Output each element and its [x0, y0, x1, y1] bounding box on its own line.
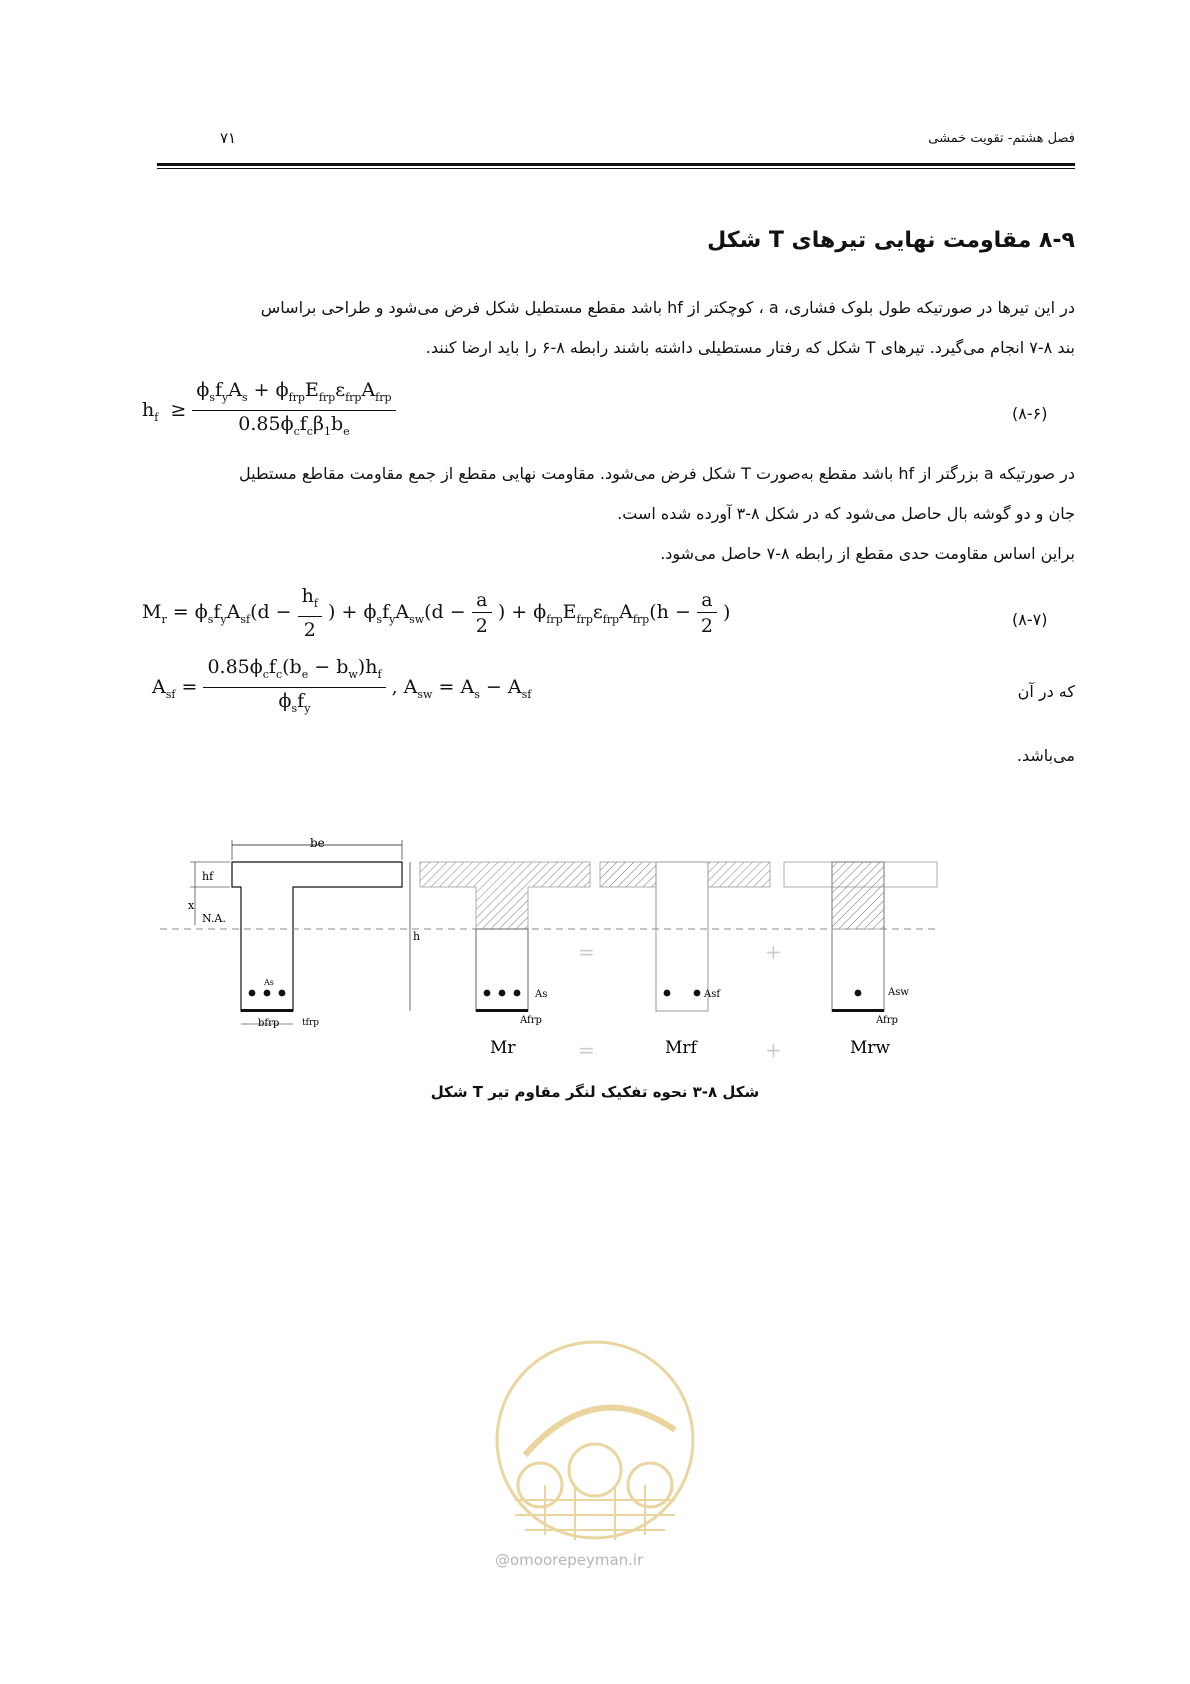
- equals-sign: =: [578, 1038, 595, 1062]
- paragraph-line: در این تیرها در صورتیکه طول بلوک فشاری، a ، کوچکتر از hf باشد مقطع مستطیل شکل فرض می‌شود و طراحی براساس: [260, 298, 1075, 317]
- header-rule: [157, 163, 1075, 166]
- mrf-label: Mrf: [665, 1038, 697, 1058]
- page-number: ۷۱: [220, 129, 237, 147]
- na-label: N.A.: [202, 912, 226, 925]
- afrp-label: Afrp: [520, 1015, 542, 1026]
- paragraph-line: در صورتیکه a بزرگتر از hf باشد مقطع به‌صورت T شکل فرض می‌شود. مقاومت نهایی مقطع از جمع مقاومت مقاطع مستطیل: [238, 464, 1075, 483]
- flange-section: [600, 862, 770, 1011]
- paragraph-line: جان و دو گوشه بال حاصل می‌شود که در شکل ۸-۳ آورده شده است.: [617, 504, 1075, 523]
- be-label: be: [310, 836, 325, 850]
- mr-label: Mr: [490, 1038, 516, 1058]
- afrp-label: Afrp: [876, 1015, 898, 1026]
- as-label: As: [535, 989, 548, 1000]
- paragraph-line: براین اساس مقاومت حدی مقطع از رابطه ۸-۷ حاصل می‌شود.: [660, 544, 1075, 563]
- equation-number: (۸-۷): [1012, 610, 1048, 629]
- asf-label: Asf: [704, 989, 721, 1000]
- x-label: x: [188, 899, 195, 912]
- hf-label: hf: [202, 870, 214, 883]
- t-beam-figure: [160, 835, 1020, 1075]
- tfrp-label: tfrp: [302, 1018, 320, 1028]
- watermark-logo: [485, 1335, 705, 1545]
- h-label: h: [413, 930, 421, 943]
- t-section-compression: [420, 862, 590, 1026]
- equation-asf: $A_{sf}$ = $\frac{0.85\phi_cf_c(b_e - b_w)h_f}{\phi_sf_y}$ , $A_{sw} = A_s - A_{sf}$: [152, 656, 532, 715]
- equation-8-6: $h_f$ ≥ $\frac{\phi_sf_yA_s + \phi_{frp}E_{frp}\varepsilon_{frp}A_{frp}}{0.85\phi_cf_c\beta_1b_e}$: [142, 378, 396, 445]
- watermark-site: @omoorepeyman.ir: [495, 1551, 644, 1569]
- t-section: [188, 836, 420, 1029]
- equals-sign: =: [578, 940, 595, 964]
- paragraph-line: بند ۸-۷ انجام می‌گیرد. تیرهای T شکل که رفتار مستطیلی داشته باشند رابطه ۸-۶ را باید ارضا کنند.: [425, 338, 1075, 357]
- equation-number: (۸-۶): [1012, 404, 1048, 423]
- is-text: می‌باشد.: [1016, 746, 1075, 765]
- asw-label: Asw: [888, 987, 909, 998]
- figure-caption: شکل ۸-۳ نحوه تفکیک لنگر مقاوم تیر T شکل: [430, 1083, 760, 1101]
- section-title: ۸-۹ مقاومت نهایی تیرهای T شکل: [707, 228, 1075, 253]
- chapter-title: فصل هشتم- تقویت خمشی: [928, 131, 1075, 146]
- bfrp-label: bfrp: [258, 1018, 280, 1029]
- equation-8-7: $M_r = \phi_sf_yA_{sf}(d$ − $\frac{h_f}{2}$ ) + $\phi_sf_yA_{sw}(d$ − $\frac{a}{2}$ ) + $\phi_{frp}E_{frp}\varepsilon_{frp}A_{frp}(h$ − $\frac{a}{2}$ ): [142, 585, 731, 641]
- as-label: As: [264, 978, 274, 987]
- plus-sign: +: [765, 1038, 782, 1062]
- where-text: که در آن: [1017, 682, 1075, 701]
- mrw-label: Mrw: [850, 1038, 891, 1058]
- web-section: [784, 862, 937, 1026]
- header-rule-thin: [157, 168, 1075, 169]
- plus-sign: +: [765, 940, 782, 964]
